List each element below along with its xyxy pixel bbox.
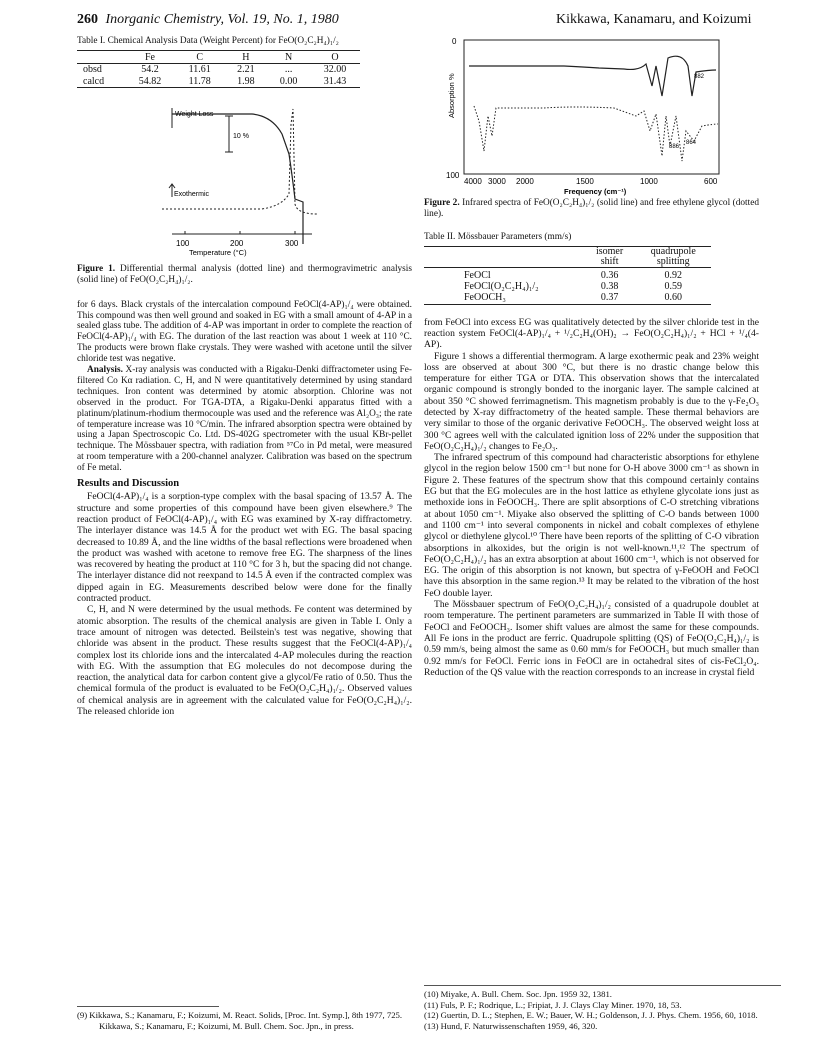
table2-cell: 0.60	[664, 292, 683, 304]
figure1	[77, 94, 412, 264]
table2-header-row	[424, 247, 711, 268]
table2-cell: FeOOCH₃	[464, 292, 506, 304]
figure2	[424, 36, 759, 196]
table1-cell: ...	[284, 64, 293, 76]
figure1-caption	[77, 264, 412, 286]
table1-caption	[77, 36, 412, 47]
fig2-tick-4000: 4000	[464, 177, 482, 186]
table2-col-isomer: isomer shift	[595, 245, 624, 267]
table1-top-rule	[77, 50, 360, 51]
right-footnotes	[424, 985, 759, 1031]
running-header-left	[77, 12, 339, 28]
table1-header-row	[77, 52, 360, 64]
fig2-y100: 100	[446, 171, 460, 180]
fig2-y0: 0	[452, 37, 457, 46]
table2	[424, 247, 711, 305]
fig2-tick-3000: 3000	[488, 177, 506, 186]
table1-cell: 0.00	[279, 75, 298, 87]
footnote-11: (11) Fuls, P. F.; Rodrique, L.; Fripiat, J. J. Clays Clay Miner. 1970, 18, 53.	[424, 999, 682, 1010]
table1	[77, 52, 360, 88]
table2-cell: 0.59	[664, 281, 683, 293]
table2-cell: FeOCl(O₂C₂H₄)₁/₂	[464, 281, 539, 293]
figure2-label: Figure 2.	[424, 198, 460, 208]
table-row	[77, 76, 360, 88]
results-heading: Results and Discussion	[77, 478, 180, 490]
table1-col-5: O	[310, 52, 360, 64]
ten-percent-label: 10 %	[233, 132, 249, 140]
table1-caption-text: Chemical Analysis Data (Weight Percent) for FeO(O₂C₂H₄)₁/₂	[107, 36, 339, 46]
fig2-ylabel: Absorption %	[447, 73, 456, 118]
peak-882: 882	[694, 74, 705, 80]
table2-cell: 0.38	[600, 281, 619, 293]
fig1-tick-100: 100	[176, 238, 190, 248]
table-row	[424, 292, 711, 304]
right-paragraph-4: The Mössbauer spectrum of FeO(O₂C₂H₄)₁/₂ consisted of a quadrupole doublet at room temperature. The pertinent parameters are summarized in Table II with those of FeOCl and FeOOCH₃. Isomer shift values are almost the same for these compounds. All Fe ions in the product are ferric. Quadrupole splitting (QS) of FeO(O₂C₂H₄)₁/₂ is 0.59 mm/s, being almost the same as 0.60 mm/s for FeOOCH₃ but much smaller than 0.92 mm/s for FeOCl. Ferric ions in FeOCl are in octahedral sites of cis-FeCl₂O₄. Reduction of the QS value with the reaction corresponds to an increase in crystal field	[424, 599, 759, 678]
ir-solid-spectrum	[469, 56, 716, 96]
right-paragraph-1: from FeOCl into excess EG was qualitatively detected by the silver chloride test in the reaction system FeOCl(4-AP)₁/₄ + ¹/₂C₂H₄(OH)₂ → FeO(O₂C₂H₄)₁/₂ + HCl + ¹/₄(4-AP).	[424, 316, 759, 351]
table2-col-quadrupole: quadrupole splitting	[650, 245, 696, 267]
table1-col-1: Fe	[125, 52, 175, 64]
table1-cell: 32.00	[323, 64, 347, 76]
fig2-tick-1000: 1000	[640, 177, 658, 186]
figure2-caption	[424, 198, 759, 220]
table1-cell: calcd	[83, 75, 105, 87]
table1-col-4: N	[267, 52, 310, 64]
figure2-plot	[424, 36, 759, 196]
footnote-13: (13) Hund, F. Naturwissenschaften 1959, 46, 320.	[424, 1020, 598, 1031]
exothermic-label: Exothermic	[174, 190, 210, 198]
table1-cell: 1.98	[237, 75, 255, 87]
figure1-caption-text: Differential thermal analysis (dotted line) and thermogravimetric analysis (solid line) of FeO(O₂C₂H₄)₁/₂.	[77, 263, 412, 285]
table1-cell: 54.82	[138, 75, 162, 87]
table2-cell: 0.37	[600, 292, 619, 304]
table1-cell: 31.43	[323, 75, 347, 87]
analysis-heading: Analysis.	[87, 365, 123, 376]
left-paragraph-4: C, H, and N were determined by the usual methods. Fe content was determined by atomic absorption. The results of the chemical analysis are given in Table I. Only a trace amount of nitrogen was detected. Beilstein's test was negative, showing that chloride was absent in the product. These results suggest that the FeOCl(4-AP)₁/₄ complex lost its chloride ions and the intercalated 4-AP molecules during the reaction with EG. With the assumption that EG molecules do not decompose during the reaction, the analytical data for carbon content give a glycol/Fe ratio of 0.50. Thus the chemical formula of the product is evaluated to be FeO(O₂C₂H₄)₁/₂. Observed values of chemical analysis are in agreement with the calculated value for FeO(O₂C₂H₄)₁/₂. The released chloride ion	[77, 604, 412, 718]
dta-curve	[162, 109, 317, 214]
footnote-rule	[77, 1006, 219, 1007]
table-row	[424, 270, 711, 281]
footnote-10: (10) Miyake, A. Bull. Chem. Soc. Jpn. 1959 32, 1381.	[424, 989, 612, 999]
left-column	[77, 36, 412, 717]
left-paragraph-1: for 6 days. Black crystals of the intercalation compound FeOCl(4-AP)₁/₄ were obtained. This compound was then well ground and soaked in EG with a small amount of 4-AP in a sealed glass tube. The addition of 4-AP was important in order to complete the reaction of FeOCl(4-AP)₁/₄ with EG. The duration of the last reaction was about 1 week at 110 °C. The products were brown flake crystals. They were washed with acetone until the silver chloride test was negative.	[77, 299, 412, 365]
right-body	[424, 317, 759, 679]
peak-886: 886	[669, 144, 680, 150]
fig1-tick-200: 200	[230, 238, 244, 248]
table2-cell: 0.36	[600, 269, 619, 281]
table1-cell: 11.61	[188, 64, 211, 76]
fig2-tick-600: 600	[704, 177, 718, 186]
footnote-9: (9) Kikkawa, S.; Kanamaru, F.; Koizumi, M. React. Solids, [Proc. Int. Symp.], 8th 1977, 725. Kikkawa, S.; Kanamaru, F.; Koizumi, M. Bull. Chem. Soc. Jpn., in press.	[77, 1010, 403, 1031]
fig1-tick-300: 300	[285, 238, 299, 248]
table1-cell: 11.78	[188, 75, 211, 87]
table1-col-2: C	[175, 52, 224, 64]
fig1-xlabel: Temperature (°C)	[189, 247, 247, 257]
table1-col-0	[77, 52, 125, 64]
table-row	[424, 281, 711, 292]
right-column	[424, 36, 759, 678]
table1-cell: obsd	[83, 64, 102, 76]
peak-864: 864	[686, 140, 697, 146]
table2-caption	[424, 232, 759, 243]
fig2-tick-2000: 2000	[516, 177, 534, 186]
table2-caption-text: Mössbauer Parameters (mm/s)	[457, 231, 572, 242]
right-footnote-rule	[424, 985, 781, 986]
weight-loss-label: Weight Loss	[175, 110, 214, 118]
running-header-authors: Kikkawa, Kanamaru, and Koizumi	[556, 12, 752, 27]
table-row	[77, 64, 360, 76]
left-body	[77, 300, 412, 475]
table1-col-3: H	[224, 52, 267, 64]
figure2-caption-text: Infrared spectra of FeO(O₂C₂H₄)₁/₂ (solid line) and free ethylene glycol (dotted line).	[424, 198, 760, 219]
page-number: 260	[77, 12, 98, 27]
left-footnotes	[77, 1006, 412, 1031]
figure1-label: Figure 1.	[77, 263, 116, 274]
left-paragraph-2: Analysis. X-ray analysis was conducted with a Rigaku-Denki diffractometer using Fe-filtered Co Kα radiation. C, H, and N were quantitatively determined by using standard techniques. Iron content was determined by atomic absorption. Chlorine was not observed in the product. For TGA-DTA, a Rigaku-Denki apparatus fitted with a platinum/platinum-rhodium thermocouple was used and the reference was Al₂O₃; the rate of temperature increase was 10 °C/min. The infrared absorption spectra were obtained by using a Japan Spectroscopic Co. Ltd. DS-402G spectrometer with the usual KBr-pellet technique. The Mössbauer spectra, with radiation from ⁵⁷Co in Pd metal, were measured at room temperature with a 200-channel analyzer. Calibration was based on the spectrum of Fe metal.	[77, 365, 412, 474]
journal-citation: Inorganic Chemistry, Vol. 19, No. 1, 1980	[105, 12, 339, 27]
figure1-plot	[77, 94, 412, 264]
footnote-12: (12) Guertin, D. L.; Stephen, E. W.; Bauer, W. H.; Goldenson, J. J. Phys. Chem. 1956, 60, 1018.	[424, 1010, 758, 1020]
right-paragraph-2: Figure 1 shows a differential thermogram. A large exothermic peak and 23% weight loss are observed at about 300 °C, but there is no drastic change below this temperature for either TGA or DTA. This observation shows that the intercalated organic compound is strongly bonded to the inorganic layer. The sample calcined at about 350 °C showed ferrimagnetism. This magnetism probably is due to the γ-Fe₂O₃ detected by X-ray diffractometry of the heated sample. These thermal behaviors are very similar to those of the organic derivative FeOOCH₃. The observed weight loss at 300 °C agrees well with the calculated ignition loss of 22% under the supposition that FeO(O₂C₂H₄)₁/₂ changes to Fe₂O₃.	[424, 350, 759, 452]
table2-label: Table II.	[424, 231, 456, 242]
right-paragraph-3: The infrared spectrum of this compound had characteristic absorptions for ethylene glycol in the region below 1500 cm⁻¹ but none for O-H above 3000 cm⁻¹ as shown in Figure 2. These features of the spectrum show that this compound certainly contains EG but that the EG molecules are in the host lattice as ethylene glycolate ions just as methoxide ions in FeOOCH₃. There are split absorptions of C-O stretching vibrations at about 1050 cm⁻¹. Miyake also observed the splitting of C-O bands between 1000 and 1100 cm⁻¹ into several components in nickel and cobalt complexes of ethylene glycol or diethylene glycol.¹⁰ There have been reports of the splitting of C-O vibration absorptions in alkoxides, but the origin is not well-known.¹¹,¹² The spectrum of FeO(O₂C₂H₄)₁/₂ has an extra absorption at about 1600 cm⁻¹, which is not observed for EG. The origin of this absorption is not known, but spectra of γ-FeOOH and FeOCl have this absorption in the same region.¹³ It may be related to the vibration of the host FeO double layer.	[424, 452, 759, 599]
table1-label: Table I.	[77, 36, 106, 46]
table2-cell: FeOCl	[464, 269, 491, 281]
table1-cell: 54.2	[141, 64, 159, 76]
table2-cell: 0.92	[664, 269, 683, 281]
fig2-tick-1500: 1500	[576, 177, 594, 186]
left-paragraph-3: FeOCl(4-AP)₁/₄ is a sorption-type complex with the basal spacing of 13.57 Å. The structure and some properties of this compound have been given elsewhere.⁹ The reaction product of FeOCl(4-AP)₁/₄ with EG was examined by X-ray diffractometry. The interlayer distance was 14.5 Å for the product wet with EG. The basal spacing decreased to 10.89 Å, and the line widths of the basal reflections were broadened when the product was washed with acetone to remove free EG. The sharpness of the lines was recovered by heating the product at 110 °C for 3 h, but the spacing did not change. The interlayer distance did not reexpand to 14.5 Å even if the contracted complex was dipped again in EG. Measurements described below were done for the finally contracted product.	[77, 491, 412, 605]
table1-cell: 2.21	[237, 64, 255, 76]
fig2-xlabel: Frequency (cm⁻¹)	[564, 187, 627, 196]
ir-dotted-spectrum	[474, 106, 718, 161]
